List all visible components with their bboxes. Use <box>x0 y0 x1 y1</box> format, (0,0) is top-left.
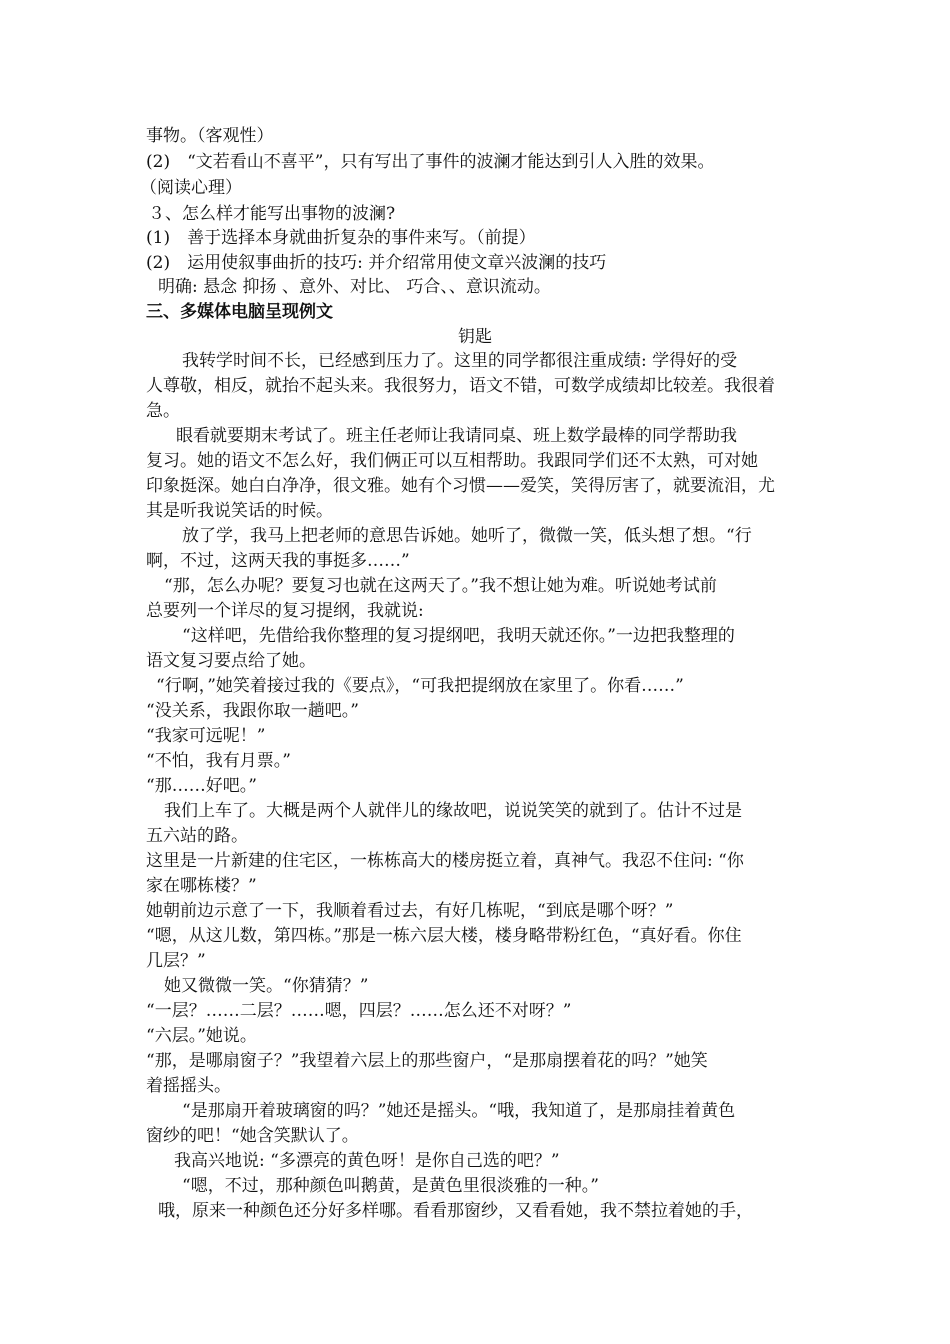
text-line: “那，是哪扇窗子？”我望着六层上的那些窗户，“是那扇摆着花的吗？”她笑 <box>146 1051 708 1071</box>
text-line: 总要列一个详尽的复习提纲，我就说: <box>146 601 424 621</box>
text-line: 五六站的路。 <box>146 826 248 846</box>
text-line: 事物。（客观性） <box>146 126 274 146</box>
text-line: (2) 运用使叙事曲折的技巧: 并介绍常用使文章兴波澜的技巧 <box>146 253 607 273</box>
text-line: 人尊敬，相反，就抬不起头来。我很努力，语文不错，可数学成绩却比较差。我很着 <box>146 376 775 396</box>
text-line: “那，怎么办呢？要复习也就在这两天了。”我不想让她为难。听说她考试前 <box>164 576 717 596</box>
text-line: 语文复习要点给了她。 <box>146 651 316 671</box>
text-line: 她朝前边示意了一下，我顺着看过去，有好几栋呢，“到底是哪个呀？” <box>146 901 674 921</box>
text-line: 几层？” <box>146 951 206 971</box>
text-line: (1) 善于选择本身就曲折复杂的事件来写。（前提） <box>146 228 536 248</box>
text-line: 我们上车了。大概是两个人就伴儿的缘故吧，说说笑笑的就到了。估计不过是 <box>164 801 742 821</box>
text-line: 我高兴地说: “多漂亮的黄色呀！是你自己选的吧？” <box>174 1151 560 1171</box>
text-line: “六层。”她说。 <box>146 1026 257 1046</box>
text-line: “一层？……二层？……嗯，四层？……怎么还不对呀？” <box>146 1001 572 1021</box>
text-line: （阅读心理） <box>140 178 242 198</box>
text-line: “嗯，不过，那种颜色叫鹅黄，是黄色里很淡雅的一种。” <box>182 1176 599 1196</box>
text-line: (2) “文若看山不喜平”，只有写出了事件的波澜才能达到引人入胜的效果。 <box>146 152 715 172</box>
text-line: “这样吧，先借给我你整理的复习提纲吧，我明天就还你。”一边把我整理的 <box>182 626 735 646</box>
text-line: 着摇摇头。 <box>146 1076 231 1096</box>
text-line: 啊，不过，这两天我的事挺多……” <box>146 551 410 571</box>
text-line: “没关系，我跟你取一趟吧。” <box>146 701 359 721</box>
text-line: 眼看就要期末考试了。班主任老师让我请同桌、班上数学最棒的同学帮助我 <box>176 426 737 446</box>
text-line: ３、怎么样才能写出事物的波澜? <box>148 204 396 224</box>
text-line: “不怕，我有月票。” <box>146 751 291 771</box>
text-line: “我家可远呢！” <box>146 726 266 746</box>
text-line: “那……好吧。” <box>146 776 257 796</box>
text-line: 窗纱的吧！“她含笑默认了。 <box>146 1126 359 1146</box>
text-line: 急。 <box>146 401 180 421</box>
text-line: 哦，原来一种颜色还分好多样哪。看看那窗纱，又看看她，我不禁拉着她的手， <box>158 1201 753 1221</box>
text-line: 这里是一片新建的住宅区，一栋栋高大的楼房挺立着，真神气。我忍不住问: “你 <box>146 851 744 871</box>
text-line: 其是听我说笑话的时候。 <box>146 501 333 521</box>
text-line: 家在哪栋楼？” <box>146 876 257 896</box>
text-line: 我转学时间不长，已经感到压力了。这里的同学都很注重成绩: 学得好的受 <box>182 351 738 371</box>
text-line: 放了学，我马上把老师的意思告诉她。她听了，微微一笑，低头想了想。“行 <box>182 526 752 546</box>
article-title: 钥匙 <box>458 327 492 347</box>
text-line: “嗯，从这儿数，第四栋。”那是一栋六层大楼，楼身略带粉红色，“真好看。你住 <box>146 926 742 946</box>
text-line: 她又微微一笑。“你猜猜？” <box>164 976 369 996</box>
text-line: 印象挺深。她白白净净，很文雅。她有个习惯——爱笑，笑得厉害了，就要流泪，尤 <box>146 476 775 496</box>
text-line: 复习。她的语文不怎么好，我们俩正可以互相帮助。我跟同学们还不太熟，可对她 <box>146 451 758 471</box>
text-line: “是那扇开着玻璃窗的吗？”她还是摇头。“哦，我知道了，是那扇挂着黄色 <box>182 1101 736 1121</box>
text-line: “行啊，”她笑着接过我的《要点》，“可我把提纲放在家里了。你看……” <box>156 676 684 696</box>
text-line: 明确: 悬念 抑扬 、意外、对比、 巧合、、意识流动。 <box>158 277 551 297</box>
section-heading: 三、多媒体电脑呈现例文 <box>146 302 333 322</box>
